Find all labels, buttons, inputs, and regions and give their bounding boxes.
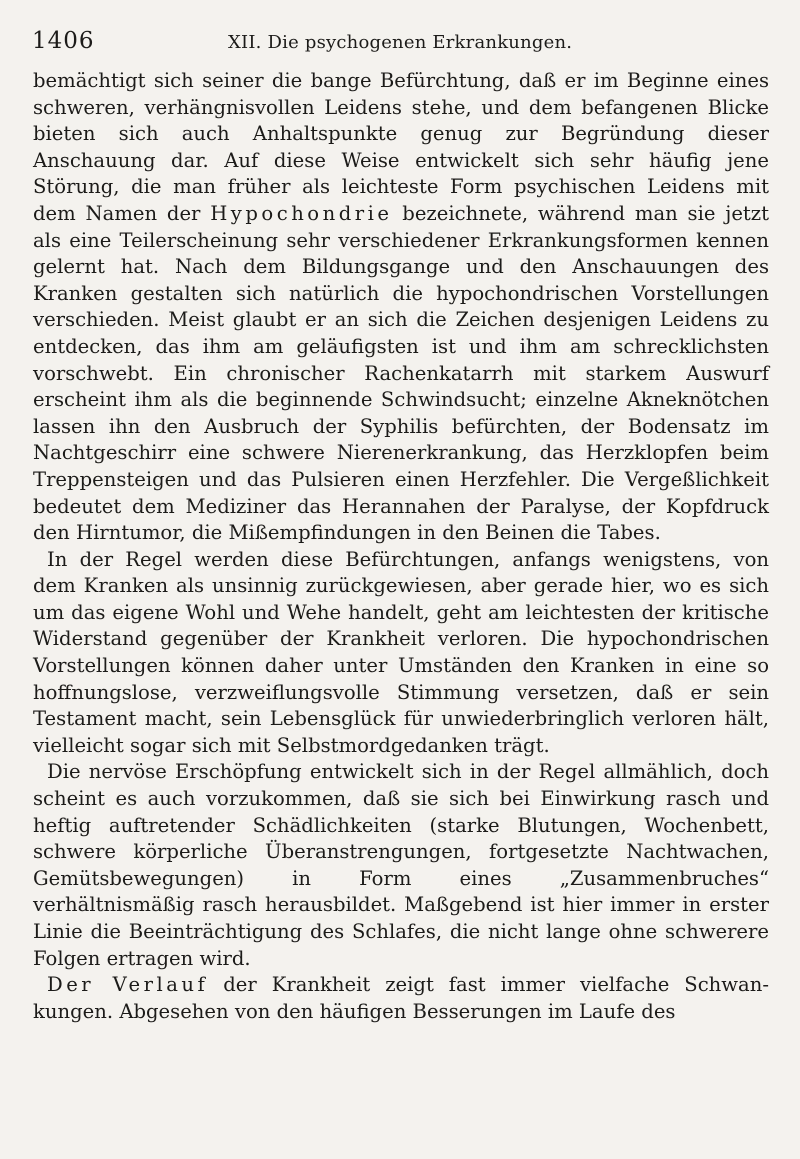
paragraph-1-text-a: bemächtigt sich seiner die bange Befürchtung, daß er im Beginne eines schweren, verhängnisvollen Leidens stehe, und dem befangenen Blicke bieten sich auch Anhaltspunkte genug zur Begründung dieser Anschauung dar. Auf diese Weise entwickelt sich sehr häufig jene Störung, die man früher als leichteste Form psychischen Leidens mit dem Namen der xyxy=(33,69,769,225)
term-der-verlauf: Der Verlauf xyxy=(47,973,209,997)
paragraph-3-text: Die nervöse Erschöpfung entwickelt sich in der Regel allmählich, doch scheint es auch vorzukommen, daß sie sich bei Einwirkung rasch und heftig auftretender Schädlichkeiten (starke Blutungen, Wochenbett, schwere körperliche Überanstrengungen, fortgesetzte Nachtwachen, Gemütsbewegungen) in Form eines „Zusammenbruches“ verhältnismäßig rasch herausbildet. Maßgebend ist hier immer in erster Linie die Beeinträchtigung des Schlafes, die nicht lange ohne schwerere Folgen ertragen wird. xyxy=(33,760,769,970)
paragraph-1-text-b: bezeichnete, während man sie jetzt als eine Teilerscheinung sehr verschiedener Erkrankungsformen kennen gelernt hat. Nach dem Bildungsgange und den Anschauungen des Kranken gestalten sich natürlich die hypochondrischen Vorstellungen verschieden. Meist glaubt er an sich die Zeichen desjenigen Leidens zu entdecken, das ihm am geläufigsten ist und ihm am schrecklichsten vorschwebt. Ein chronischer Rachenkatarrh mit starkem Auswurf erscheint ihm als die beginnende Schwindsucht; einzelne Akneknötchen lassen ihn den Ausbruch der Syphilis befürchten, der Bodensatz im Nachtgeschirr eine schwere Nierenerkrankung, das Herzklopfen beim Treppensteigen und das Pulsieren einen Herzfehler. Die Vergeßlichkeit bedeutet dem Mediziner das Herannahen der Paralyse, der Kopfdruck den Hirntumor, die Mißempfindungen in den Beinen die Tabes. xyxy=(33,201,769,545)
paragraph-2-text: In der Regel werden diese Befürchtungen, anfangs wenigstens, von dem Kranken als unsinnig zurückgewiesen, aber gerade hier, wo es sich um das eigene Wohl und Wehe handelt, geht am leichtesten der kritische Widerstand gegenüber der Krankheit verloren. Die hypochondrischen Vorstellungen können daher unter Umständen den Kranken in eine so hoffnungslose, verzweiflungsvolle Stimmung versetzen, daß er sein Testament macht, sein Lebensglück für unwiederbringlich verloren hält, vielleicht sogar sich mit Selbstmordgedanken trägt. xyxy=(33,547,769,757)
paragraph-4 xyxy=(33,972,769,1025)
paragraph-1 xyxy=(33,68,769,547)
running-title: XII. Die psychogenen Erkrankungen. xyxy=(228,32,573,53)
paragraph-2 xyxy=(33,547,769,760)
paragraph-3 xyxy=(33,759,769,972)
term-hypochondrie: Hypochondrie xyxy=(210,201,393,225)
page-number: 1406 xyxy=(32,28,95,54)
paragraph-4-text: der Krankheit zeigt fast immer vielfache Schwankungen. Abgesehen von den häufigen Besserungen im Laufe des xyxy=(33,973,769,1023)
page-header xyxy=(32,24,770,58)
body-text xyxy=(33,68,769,1025)
